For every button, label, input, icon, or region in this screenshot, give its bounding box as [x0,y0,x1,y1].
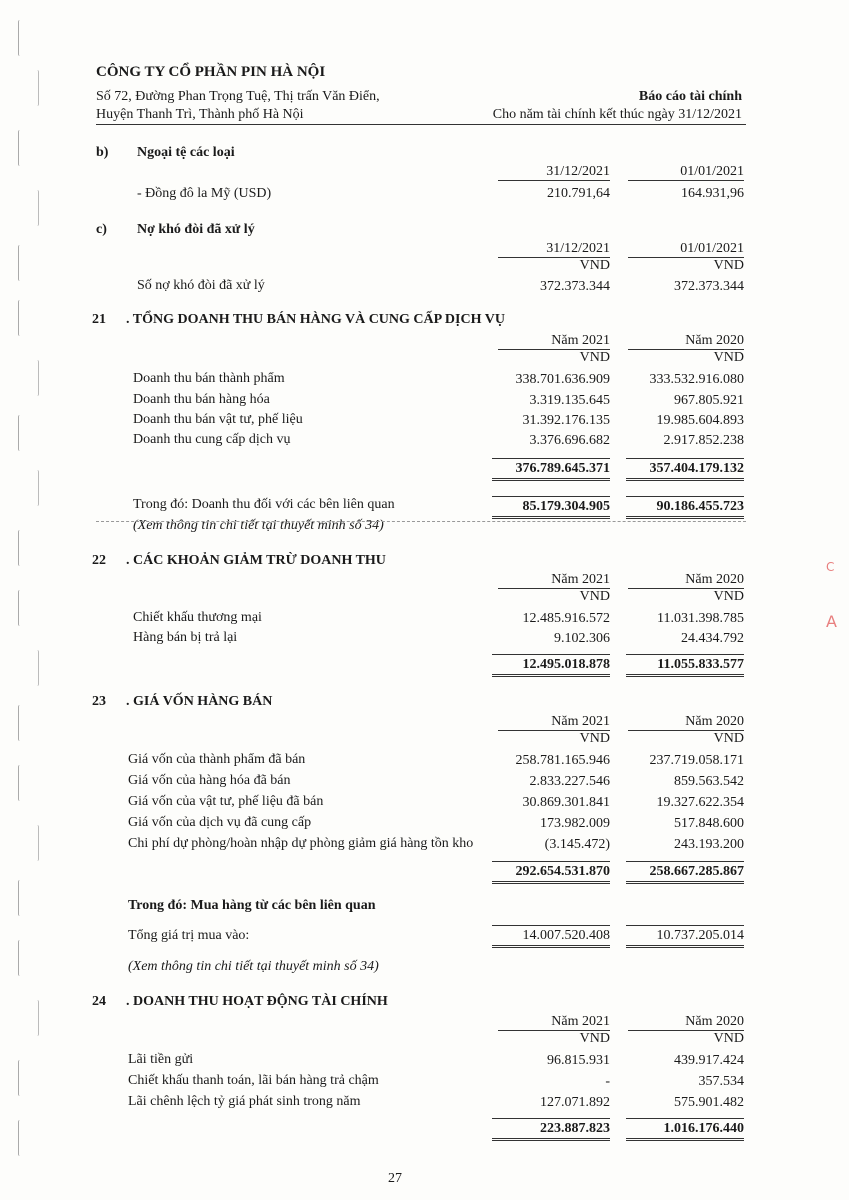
table-row-label: Chi phí dự phòng/hoàn nhập dự phòng giảm giá hàng tồn kho [128,836,474,851]
table-row-value-2020: 19.985.604.893 [656,413,744,428]
table-row-value-2020: 859.563.542 [674,774,744,789]
binder-mark [18,705,35,741]
section-21-col2-unit: VND [713,350,744,365]
section-21-title: . TỔNG DOANH THU BÁN HÀNG VÀ CUNG CẤP DỊCH VỤ [126,312,505,327]
table-row-value-2021: 96.815.931 [547,1053,610,1068]
binder-mark [18,20,35,56]
section-23-purchase-2020: 10.737.205.014 [626,925,744,948]
table-row-label: Chiết khấu thanh toán, lãi bán hàng trả chậm [128,1073,379,1088]
section-22-number: 22 [92,553,106,568]
section-24-col2-header: Năm 2020 [628,1014,744,1031]
section-21-related-label: Trong đó: Doanh thu đối với các bên liên quan [133,497,395,512]
table-row-value-2020: 517.848.600 [674,816,744,831]
section-21-related-2021: 85.179.304.905 [492,496,610,519]
section-22-col2-header: Năm 2020 [628,572,744,589]
table-row-value-2021: 258.781.165.946 [515,753,610,768]
section-23-col2-unit: VND [713,731,744,746]
binder-mark [18,130,35,166]
table-row-value-2021: 31.392.176.135 [522,413,610,428]
section-23-number: 23 [92,694,106,709]
table-row-value-2020: 243.193.200 [674,837,744,852]
section-c-col1-unit: VND [579,258,610,273]
section-b-col1-header: 31/12/2021 [498,164,610,181]
table-row-label: Giá vốn của thành phẩm đã bán [128,752,306,767]
section-24-col1-unit: VND [579,1031,610,1046]
section-23-purchase-label: Tổng giá trị mua vào: [128,928,250,943]
section-21-col1-header: Năm 2021 [498,333,610,350]
section-24-total-2020: 1.016.176.440 [626,1118,744,1141]
scan-divider [96,521,746,522]
section-b-row-value1: 210.791,64 [547,186,610,201]
table-row-value-2021: - [605,1074,610,1089]
binder-mark [22,825,39,861]
table-row-value-2020: 333.532.916.080 [649,372,744,387]
table-row-label: Doanh thu bán thành phẩm [133,371,285,386]
table-row-value-2021: 127.071.892 [540,1095,610,1110]
table-row-label: Giá vốn của vật tư, phế liệu đã bán [128,794,324,809]
binder-mark [18,1120,35,1156]
section-24-total-2021: 223.887.823 [492,1118,610,1141]
binder-mark [18,530,35,566]
section-21-total-2020: 357.404.179.132 [626,458,744,481]
table-row-value-2020: 19.327.622.354 [656,795,744,810]
section-21-related-2020: 90.186.455.723 [626,496,744,519]
section-23-purchase-2021: 14.007.520.408 [492,925,610,948]
section-c-label: c) [96,222,107,237]
report-title: Báo cáo tài chính [638,89,742,104]
section-c-row-value1: 372.373.344 [540,279,610,294]
table-row-value-2021: 3.319.135.645 [529,393,610,408]
section-c-col2-unit: VND [713,258,744,273]
section-23-col1-header: Năm 2021 [498,714,610,731]
section-22-title: . CÁC KHOẢN GIẢM TRỪ DOANH THU [126,553,386,568]
section-c-col1-header: 31/12/2021 [498,241,610,258]
section-b-col2-header: 01/01/2021 [628,164,744,181]
table-row-label: Doanh thu bán hàng hóa [133,392,270,407]
table-row-label: Lãi chênh lệch tỷ giá phát sinh trong năm [128,1094,361,1109]
section-c-row-value2: 372.373.344 [674,279,744,294]
section-c-col2-header: 01/01/2021 [628,241,744,258]
table-row-value-2021: 3.376.696.682 [529,433,610,448]
section-21-col1-unit: VND [579,350,610,365]
binder-mark [22,650,39,686]
binder-mark [22,470,39,506]
binder-mark [18,765,35,801]
section-22-col1-unit: VND [579,589,610,604]
binder-mark [18,940,35,976]
section-b-label: b) [96,145,109,160]
section-22-total-2020: 11.055.833.577 [626,654,744,677]
binder-mark [18,1060,35,1096]
section-23-col2-header: Năm 2020 [628,714,744,731]
binder-mark [22,360,39,396]
section-c-title: Nợ khó đòi đã xử lý [137,222,255,237]
section-23-related-title: Trong đó: Mua hàng từ các bên liên quan [128,898,376,913]
table-row-value-2021: (3.145.472) [544,837,610,852]
table-row-label: Hàng bán bị trả lại [133,630,238,645]
section-21-col2-header: Năm 2020 [628,333,744,350]
binder-mark [18,300,35,336]
table-row-value-2020: 575.901.482 [674,1095,744,1110]
section-21-total-2021: 376.789.645.371 [492,458,610,481]
section-b-row-label: - Đồng đô la Mỹ (USD) [137,186,272,201]
section-22-col1-header: Năm 2021 [498,572,610,589]
table-row-value-2020: 357.534 [698,1074,744,1089]
section-23-col1-unit: VND [579,731,610,746]
binder-mark [18,245,35,281]
section-b-title: Ngoại tệ các loại [137,145,235,160]
section-22-col2-unit: VND [713,589,744,604]
table-row-value-2020: 11.031.398.785 [657,611,744,626]
table-row-label: Giá vốn của hàng hóa đã bán [128,773,291,788]
section-24-number: 24 [92,994,106,1009]
table-row-label: Doanh thu bán vật tư, phế liệu [133,412,303,427]
table-row-label: Giá vốn của dịch vụ đã cung cấp [128,815,312,830]
table-row-value-2021: 9.102.306 [554,631,610,646]
table-row-label: Lãi tiền gửi [128,1052,194,1067]
company-address-line2: Huyện Thanh Trì, Thành phố Hà Nội [96,107,304,122]
binder-mark [18,880,35,916]
header-divider [96,124,746,125]
table-row-label: Doanh thu cung cấp dịch vụ [133,432,291,447]
binder-mark [18,590,35,626]
company-name: CÔNG TY CỔ PHẦN PIN HÀ NỘI [96,64,326,80]
section-21-number: 21 [92,312,106,327]
section-23-note: (Xem thông tin chi tiết tại thuyết minh số 34) [128,959,379,974]
section-24-col2-unit: VND [713,1031,744,1046]
table-row-value-2021: 173.982.009 [540,816,610,831]
section-24-title: . DOANH THU HOẠT ĐỘNG TÀI CHÍNH [126,994,388,1009]
stamp-mark: C [826,560,835,574]
section-b-row-value2: 164.931,96 [681,186,744,201]
table-row-value-2020: 439.917.424 [674,1053,744,1068]
section-23-total-2020: 258.667.285.867 [626,861,744,884]
table-row-value-2020: 967.805.921 [674,393,744,408]
page-number: 27 [388,1171,402,1186]
section-24-col1-header: Năm 2021 [498,1014,610,1031]
company-address-line1: Số 72, Đường Phan Trọng Tuệ, Thị trấn Văn Điển, [96,89,380,104]
section-23-total-2021: 292.654.531.870 [492,861,610,884]
table-row-label: Chiết khấu thương mại [133,610,262,625]
report-period: Cho năm tài chính kết thúc ngày 31/12/2021 [492,107,742,122]
table-row-value-2021: 12.485.916.572 [522,611,610,626]
table-row-value-2020: 24.434.792 [681,631,744,646]
table-row-value-2020: 2.917.852.238 [663,433,744,448]
binder-mark [22,70,39,106]
section-23-title: . GIÁ VỐN HÀNG BÁN [126,694,273,709]
binder-mark [22,190,39,226]
binder-mark [18,415,35,451]
section-22-total-2021: 12.495.018.878 [492,654,610,677]
stamp-mark: A [826,612,837,631]
section-c-row-label: Số nợ khó đòi đã xử lý [137,278,265,293]
table-row-value-2021: 2.833.227.546 [529,774,610,789]
table-row-value-2021: 30.869.301.841 [522,795,610,810]
section-21-note: (Xem thông tin chi tiết tại thuyết minh số 34) [133,518,384,533]
binder-mark [22,1000,39,1036]
table-row-value-2021: 338.701.636.909 [515,372,610,387]
table-row-value-2020: 237.719.058.171 [649,753,744,768]
